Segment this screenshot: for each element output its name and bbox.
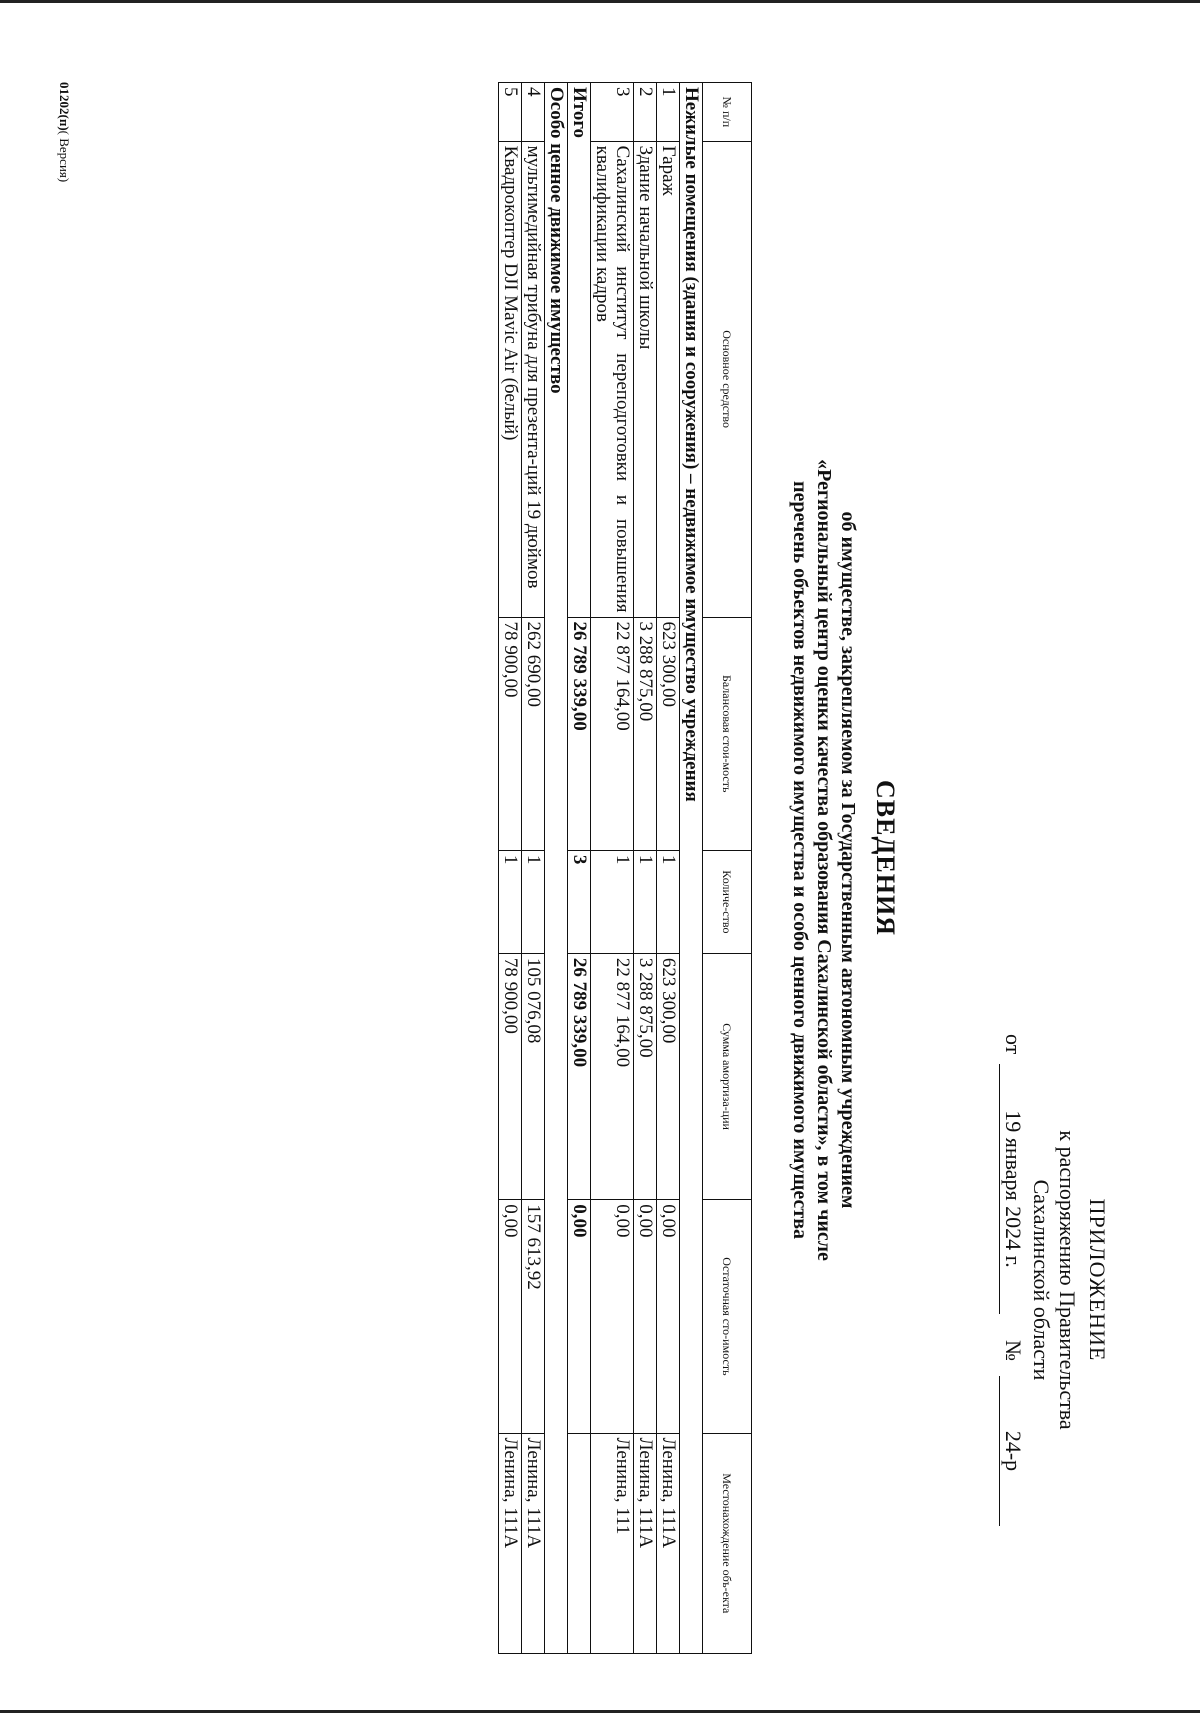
appendix-dateline [996,1030,1026,1530]
form-code: 01202(п) [57,82,72,131]
appendix-block [996,1030,1110,1530]
cell-qty: 1 [657,850,680,953]
cell-num: 4 [522,83,545,142]
cell-qty: 1 [522,850,545,953]
cell-location: Ленина, 111А [499,1433,522,1653]
appendix-line-2: Сахалинской области [1029,1179,1054,1381]
cell-rest: 157 613,92 [522,1200,545,1433]
cell-balance: 22 877 164,00 [591,617,634,850]
cell-amort: 78 900,00 [499,953,522,1199]
header-amort: Сумма амортиза-ции [703,953,752,1199]
cell-name: мультимедийная трибуна для презента-ций 19 дюймов [522,141,545,617]
table-row [591,83,634,1654]
subtitle-line-1: об имуществе, закрепляемом за Государственным автономным учреждением [837,511,859,1209]
cell-rest: 0,00 [591,1200,634,1433]
total-qty: 3 [568,850,591,953]
header-name: Основное средство [703,141,752,617]
order-date: 19 января 2024 г. [999,1064,1026,1314]
total-amort: 26 789 339,00 [568,953,591,1199]
cell-balance: 623 300,00 [657,617,680,850]
footer-code [56,82,72,182]
section-real-estate [680,83,703,1654]
total-label: Итого [568,83,591,618]
cell-name: Здание начальной школы [634,141,657,617]
cell-amort: 22 877 164,00 [591,953,634,1199]
total-location [568,1433,591,1653]
table-row [634,83,657,1654]
cell-rest: 0,00 [634,1200,657,1433]
cell-num: 5 [499,83,522,142]
document-title: СВЕДЕНИЯ [871,780,900,936]
cell-rest: 0,00 [657,1200,680,1433]
cell-num: 1 [657,83,680,142]
section-title: Особо ценное движимое имущество [545,83,568,1654]
cell-name: Сахалинский институт переподготовки и повышения квалификации кадров [591,141,634,617]
cell-num: 2 [634,83,657,142]
header-num: № п/п [703,83,752,142]
cell-location: Ленина, 111А [657,1433,680,1653]
cell-rest: 0,00 [499,1200,522,1433]
form-version: ( Версия) [57,130,72,183]
total-row [568,83,591,1654]
cell-amort: 105 076,08 [522,953,545,1199]
cell-balance: 262 690,00 [522,617,545,850]
subtitle-line-3: перечень объектов недвижимого имущества и особо ценного движимого имущества [789,480,811,1240]
header-qty: Количе-ство [703,850,752,953]
cell-qty: 1 [591,850,634,953]
property-table [498,82,752,1654]
cell-qty: 1 [499,850,522,953]
header-rest: Остаточная сто-имость [703,1200,752,1433]
cell-num: 3 [591,83,634,142]
appendix-title: ПРИЛОЖЕНИЕ [1085,1198,1110,1362]
cell-name: Гараж [657,141,680,617]
total-rest: 0,00 [568,1200,591,1433]
cell-amort: 623 300,00 [657,953,680,1199]
cell-location: Ленина, 111А [522,1433,545,1653]
table-row [522,83,545,1654]
subtitle-line-2: «Региональный центр оценки качества образования Сахалинской области», в том числе [813,459,835,1261]
cell-qty: 1 [634,850,657,953]
cell-balance: 3 288 875,00 [634,617,657,850]
document-subtitle [788,180,860,1540]
section-title: Нежилые помещения (здания и сооружения) – недвижимое имущество учреждения [680,83,703,1654]
total-balance: 26 789 339,00 [568,617,591,850]
table-row [657,83,680,1654]
number-label: № [1001,1340,1026,1361]
cell-location: Ленина, 111 [591,1433,634,1653]
cell-name: Квадрокоптер DJI Mavic Air (белый) [499,141,522,617]
appendix-line-1: к распоряжению Правительства [1055,1130,1080,1430]
header-balance: Балансовая стои-мость [703,617,752,850]
table-row [499,83,522,1654]
header-location: Местонахождение объ-екта [703,1433,752,1653]
table-header-row [703,83,752,1654]
section-movable [545,83,568,1654]
from-label: от [1001,1034,1026,1055]
order-number: 24-р [999,1376,1026,1526]
cell-location: Ленина, 111А [634,1433,657,1653]
cell-balance: 78 900,00 [499,617,522,850]
cell-amort: 3 288 875,00 [634,953,657,1199]
